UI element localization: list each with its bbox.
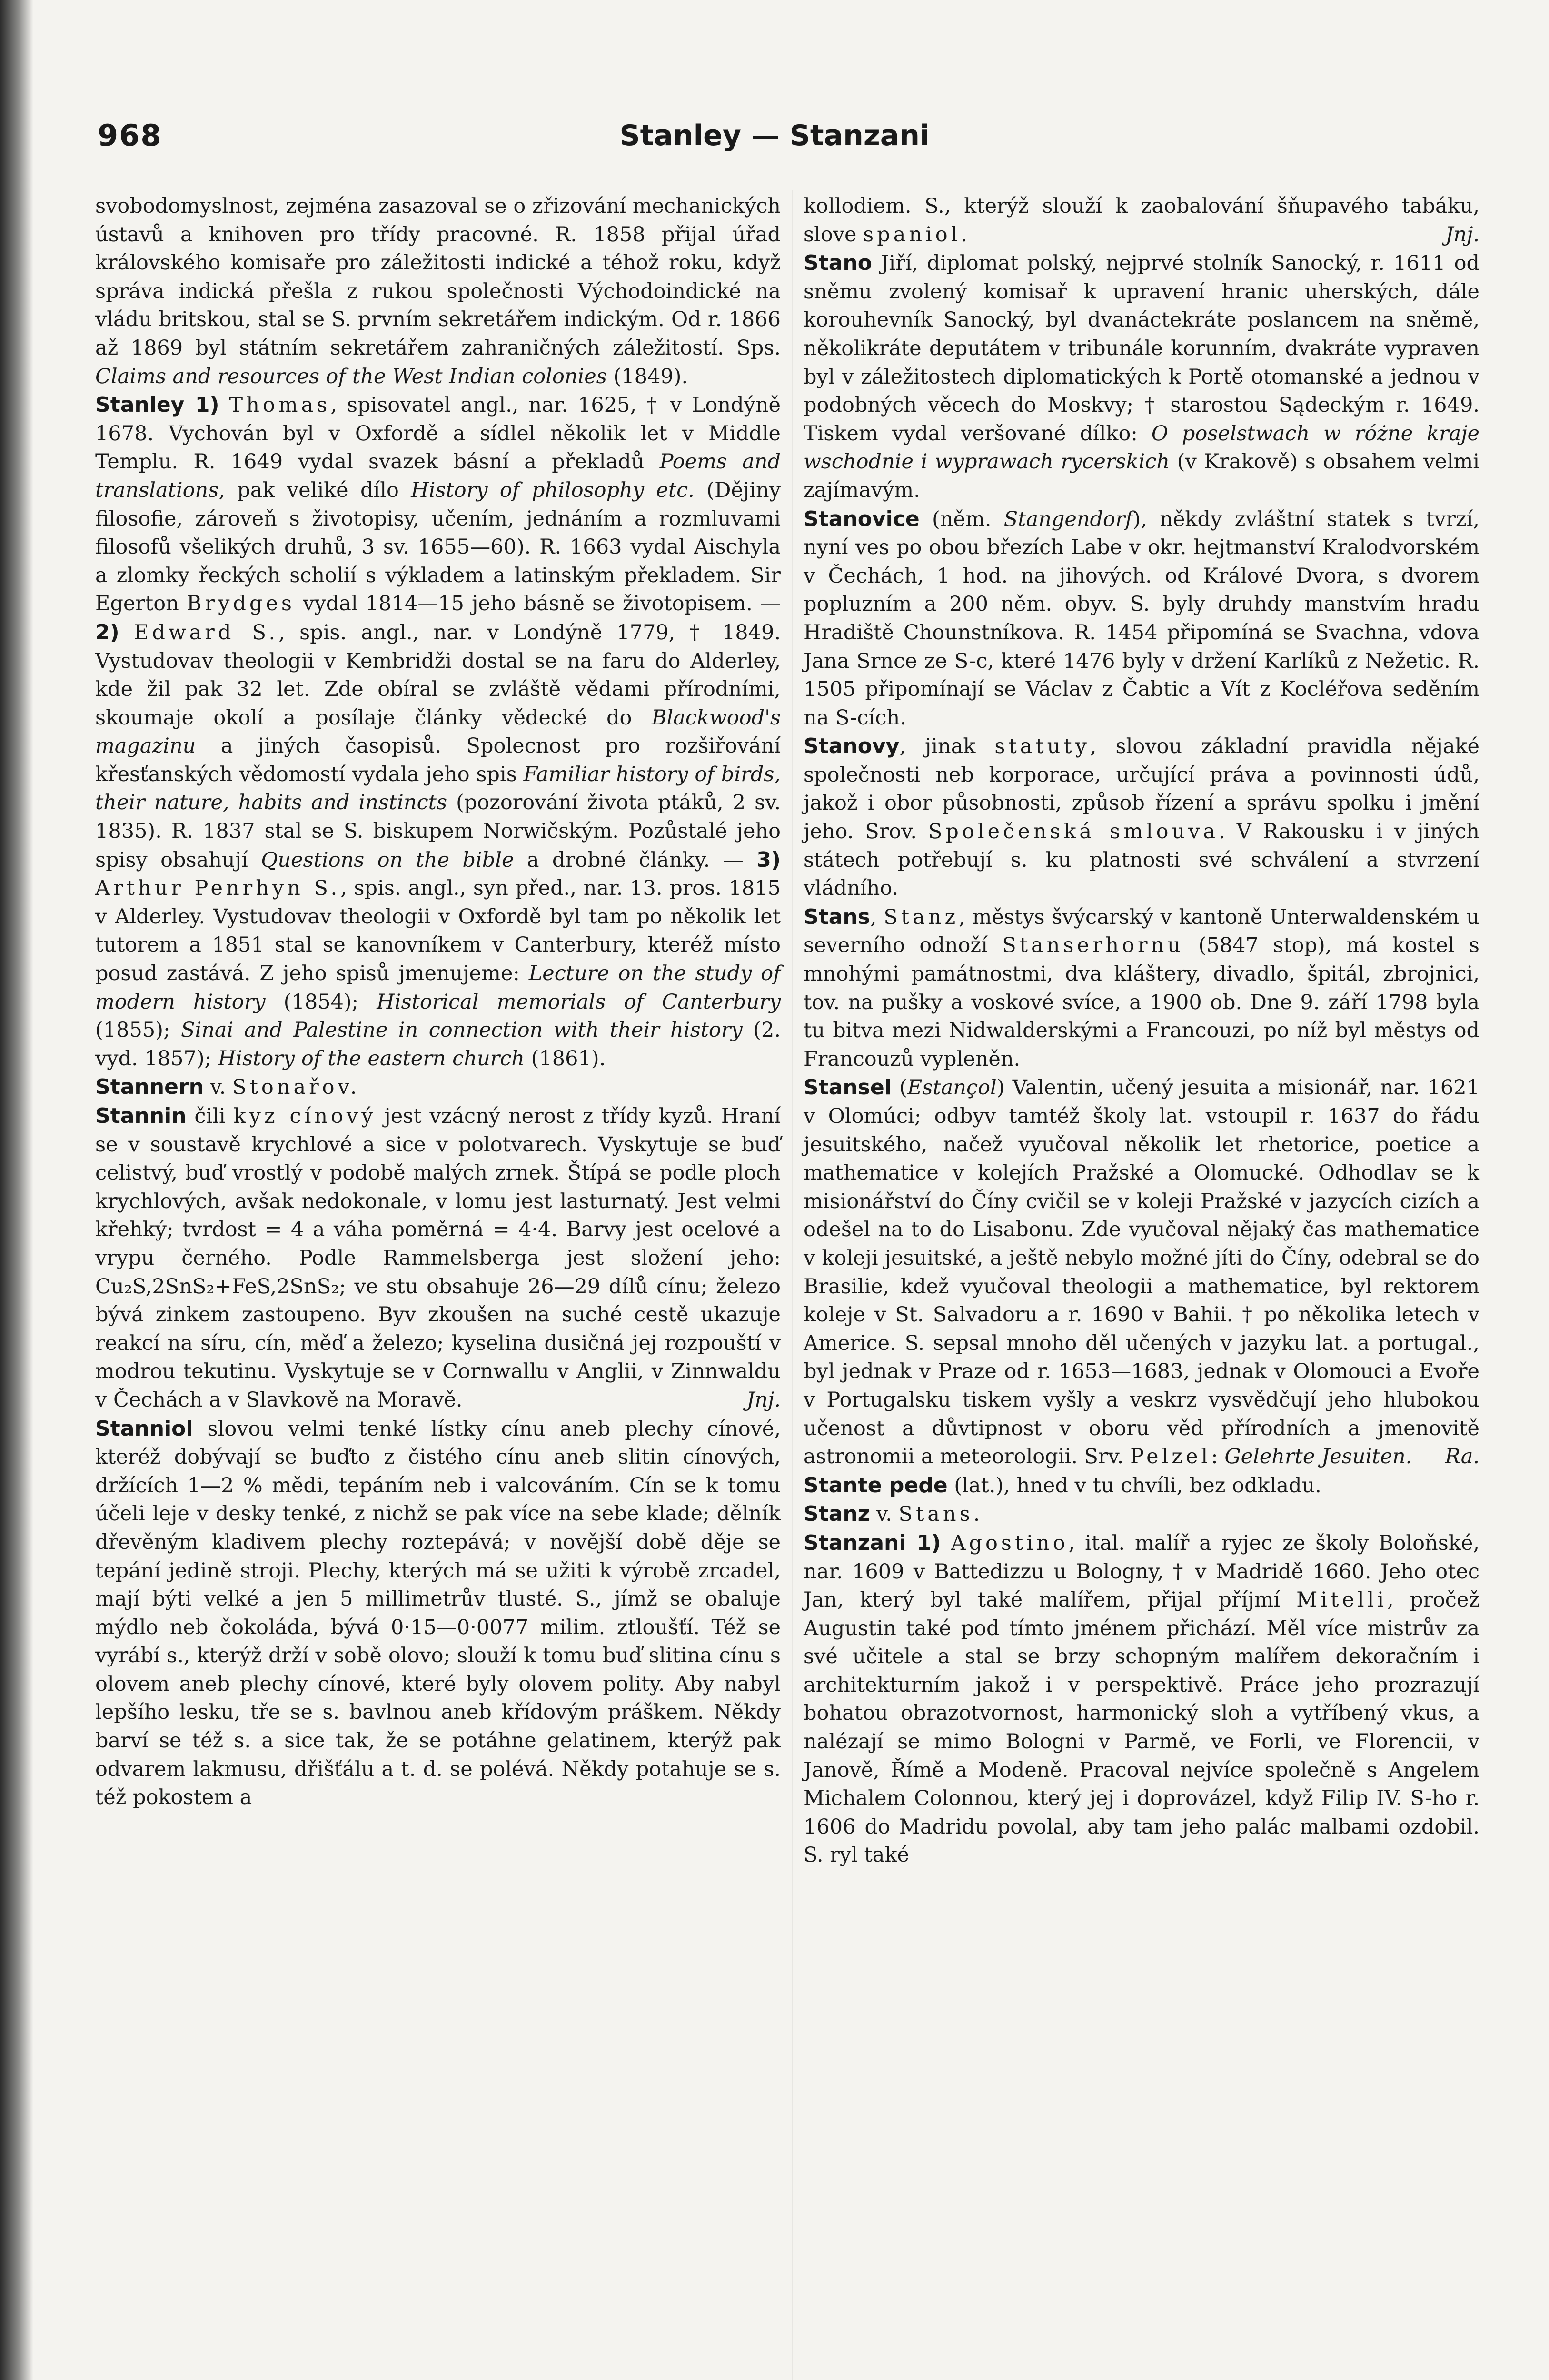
headword: Stanley 1)	[95, 393, 219, 417]
entry-text: , pročež Augustin také pod tímto jménem přichází. Měl více mistrův za své učitele a stal se brzy schopným malířem dekoračním i architekturním jakož i v perspektivě. Práce jeho prozrazují bohatou obrazotvornost, harmonický sloh a vytříbený vkus, a nalézají se mimo Bologni v Parmě, ve Forli, ve Florencii, v Janově, Římě a Modeně. Pracoval nejvíce společně s Angelem Michalem Colonnou, který jej i doprovázel, když Filip IV. S-ho r. 1606 do Madridu povolal, aby tam jeho palác malbami ozdobil. S. ryl také	[804, 1588, 1479, 1867]
work-title: Poems and translations	[95, 450, 781, 502]
entry-stano	[804, 249, 1479, 505]
right-column	[804, 192, 1479, 2380]
entry-text: ,	[870, 905, 884, 929]
entry-text: vydal 1814—15 jeho básně se životopisem. —	[295, 592, 781, 616]
work-title: History of philosophy etc.	[411, 478, 695, 502]
headword: Stanz	[804, 1502, 870, 1527]
spaced-name: Pelzel	[1130, 1445, 1211, 1469]
entry-stannern	[95, 1073, 781, 1102]
binding-shadow	[0, 0, 33, 2380]
entry-text: :	[1211, 1445, 1225, 1469]
entry-text: (2. vyd. 1857);	[95, 1018, 781, 1071]
entry-text: . V Rakousku i v jiných státech potřebují s. ku platnosti své schválení a stvrzení vládního.	[804, 820, 1479, 901]
work-title: Blackwood's magazinu	[95, 705, 781, 758]
headword: Stansel	[804, 1075, 892, 1100]
headword: Stanzani 1)	[804, 1530, 941, 1555]
entry-text: (lat.), hned v tu chvíli, bez odkladu.	[947, 1473, 1321, 1497]
entry-stanley	[95, 391, 781, 1073]
author-signature: Ra.	[1445, 1445, 1479, 1469]
headword: Stannern	[95, 1075, 204, 1100]
work-title: Sinai and Palestine in connection with their history	[181, 1018, 743, 1042]
entry-text: (1854);	[265, 990, 377, 1014]
cross-reference: Stonařov.	[232, 1075, 360, 1100]
entry-text: slovou velmi tenké lístky cínu aneb plechy cínové, kteréž dobývají se buďto z čistého cínu aneb slitin cínových, držících 1—2 % mědi, tepáním neb i valcováním. Cín se k tomu účeli leje v desky tenké, z nichž se pak více na sebe klade; dělník dřevěným kladivem plechy roztepává; v novější době děje se tepání jedině stroji. Plechy, kterých má se užiti k výrobě zrcadel, mají býti velké a jen 5 millimetrův tlusté. S., jímž se obaluje mýdlo neb čokoláda, bývá 0·15—0·0077 milim. ztloušťí. Též se vyrábí s., kterýž drží v sobě olovo; slouží k tomu buď slitina cínu s olovem aneb plechy cínové, které byly olovem polity. Aby nabyl lepšího lesku, tře se s. bavlnou aneb křídovým práškem. Někdy barví se též s. a sice tak, že se potáhne gelatinem, kterýž pak odvarem lakmusu, dřišťálu a t. d. se polévá. Někdy potahuje se s. též pokostem a	[95, 1417, 781, 1810]
entry-text: (1849).	[606, 364, 688, 388]
work-title: Gelehrte Jesuiten.	[1224, 1445, 1412, 1469]
entry-text: (něm.	[919, 507, 1004, 531]
entry-text: v.	[870, 1502, 899, 1527]
spaced-term: spaniol.	[863, 222, 971, 247]
sub-entry-number: 3)	[756, 847, 781, 872]
entry-text: a jiných časopisů. Spolecnost pro rozšiřování křesťanských vědomostí vydala jeho spis	[95, 734, 781, 786]
entry-text: kollodiem. S., kterýž slouží k zaobalování šňupavého tabáku, slove	[804, 194, 1479, 247]
entry-stanovy	[804, 732, 1479, 903]
headword: Stano	[804, 251, 872, 276]
work-title: History of the eastern church	[218, 1046, 525, 1071]
entry-text: čili	[186, 1104, 234, 1128]
spaced-term: kyz cínový	[233, 1104, 377, 1128]
entry-text: (	[891, 1076, 907, 1100]
spaced-name: Thomas	[229, 393, 331, 417]
entry-stante-pede	[804, 1471, 1479, 1500]
spaced-name: Edward S.	[133, 620, 279, 645]
entry-stannin	[95, 1102, 781, 1415]
entry-text: , spisovatel angl., nar. 1625, † v Londýně 1678. Vychován byl v Oxfordě a sídlel několik let v Middle Templu. R. 1649 vydal svazek básní a překladů	[95, 393, 781, 474]
work-title: O poselstwach w różne kraje wschodnie i wyprawach rycerskich	[804, 421, 1480, 474]
entry-text: (5847 stop), má kostel s mnohými památnostmi, dva kláštery, divadlo, špitál, zbrojnici, tov. na pušky a voskové svíce, a 1900 ob. Dne 9. září 1798 byla tu bitva mezi Nidwalderskými a Francouzi, po níž byl městys od Francouzů vypleněn.	[804, 933, 1479, 1071]
entry-text: , spis. angl., syn před., nar. 13. pros. 1815 v Alderley. Vystudovav theologii v Oxfordě byl tam po několik let tutorem a 1851 stal se kanovníkem v Canterbury, kteréž místo posud zastává. Z jeho spisů jmenujeme:	[95, 876, 781, 986]
entry-stansel	[804, 1073, 1479, 1471]
entry-text: Jiří, diplomat polský, nejprvé stolník Sanocký, r. 1611 od sněmu zvolený komisař k upravení hranic uherských, dále korouhevník Sanocký, byl dvanáctekráte poslancem na sněmě, několikráte deputátem v tribunále korunním, dvakráte vypraven byl v záležitostech diplomatických k Portě otomanské a jednou v podobných věcech do Moskvy; † starostou Sądeckým r. 1649. Tiskem vydal veršované dílko:	[804, 251, 1479, 446]
foreign-name: Estançol	[907, 1076, 997, 1100]
sub-entry-number: 2)	[95, 620, 119, 645]
work-title: Historical memorials of Canterbury	[377, 990, 781, 1014]
entry-stanzani	[804, 1529, 1479, 1870]
spaced-name: Agostino	[951, 1531, 1069, 1555]
spaced-term: Stanserhornu	[1002, 933, 1184, 958]
entry-text: , spis. angl., nar. v Londýně 1779, † 1849. Vystudovav theologii v Kembridži dostal se na faru do Alderley, kde žil pak 32 let. Zde obíral se zvláště vědami přírodními, skoumaje okolí a posílaje články vědecké do	[95, 620, 781, 730]
entry-stans	[804, 903, 1479, 1074]
entry-text: , jinak	[899, 734, 995, 759]
entry-text: (v Krakově) s obsahem velmi zajímavým.	[804, 450, 1479, 502]
headword: Stanovice	[804, 506, 920, 531]
cross-reference: Stans.	[898, 1502, 983, 1527]
spaced-name: Arthur Penrhyn S.	[95, 876, 341, 901]
entry-stanovice	[804, 505, 1479, 733]
entry-text: (pozorování života ptáků, 2 sv. 1835). R. 1837 stal se S. biskupem Norwičským. Pozůstalé jeho spisy obsahují	[95, 791, 781, 872]
entry-text: ) Valentin, učený jesuita a misionář, nar. 1621 v Olomúci; odbyv tamtéž školy lat. vstoupil r. 1637 do řádu jesuitského, načež vyučoval několik let rhetorice, poetice a mathematice v kolejích Pražské a Olomucké. Odhodlav se k misionářství do Číny cvičil se v koleji Pražské v jazycích cizích a odešel na to do Lisabonu. Zde vyučoval nějaký čas mathematice v koleji jesuitské, a ještě nebylo možné jíti do Číny, odebral se do Brasilie, kdež vyučoval theologii a mathematice, byl rektorem koleje v St. Salvadoru a r. 1690 v Bahii. † po několika letech v Americe. S. sepsal mnoho děl učených v jazyku lat. a portugal., byl jednak v Praze od r. 1653—1683, jednak v Olomouci a Evoře v Portugalsku tiskem vyšly a veskrz vysvědčují jeho hlubokou učenost a důvtipnost v oboru věd přírodních a jmenovitě astronomii a meteorologii. Srv.	[804, 1076, 1479, 1469]
headword: Stannin	[95, 1104, 187, 1128]
entry-continuation	[804, 192, 1479, 249]
spaced-term: Stanz	[884, 905, 959, 929]
entry-text: , městys švýcarský v kantoně Unterwaldenském u severního odnoží	[804, 905, 1479, 958]
spaced-name: Mitelli	[1296, 1588, 1388, 1612]
headword: Stanniol	[95, 1416, 193, 1441]
work-title: Claims and resources of the West Indian colonies	[95, 364, 607, 388]
entry-text: , ital. malíř a ryjec ze školy Boloňské, nar. 1609 v Battedizzu u Bologny, † v Madridě 1660. Jeho otec Jan, který byl také malířem, přijal příjmí	[804, 1531, 1479, 1612]
entry-stanniol	[95, 1415, 781, 1812]
entry-text: v.	[203, 1075, 233, 1100]
work-title: Questions on the bible	[261, 848, 514, 872]
work-title: Lecture on the study of modern history	[95, 962, 781, 1014]
author-signature: Jnj.	[1445, 222, 1479, 247]
headword: Stans	[804, 904, 870, 929]
entry-text: (Dějiny filosofie, zároveň s životopisy, učením, jednáním a rozmluvami filosofů všelikých druhů, 3 sv. 1655—60). R. 1663 vydal Aischyla a zlomky řeckých scholií s výkladem a latinským překladem. Sir Egerton	[95, 478, 781, 616]
entry-text: jest vzácný nerost z třídy kyzů. Hraní se v soustavě krychlové a sice v polotvarech. Vyskytuje se buď celistvý, buď vrostlý v podobě malých zrnek. Štípá se podle ploch krychlových, avšak nedokonale, v lomu jest lasturnatý. Jest velmi křehký; tvrdost = 4 a váha poměrná = 4·4. Barvy jest ocelové a vrypu černého. Podle Rammelsberga jest složení jeho: Cu₂S,2SnS₂+FeS,2SnS₂; ve stu obsahuje 26—29 dílů cínu; železo bývá zinkem zastoupeno. Byv zkoušen na suché cestě ukazuje reakcí na síru, cín, měď a železo; kyselina dusičná jej rozpouští v modrou tekutinu. Vyskytuje se v Cornwallu v Anglii, v Zinnwaldu v Čechách a v Slavkově na Moravě.	[95, 1104, 781, 1412]
left-column	[95, 192, 781, 2380]
entry-text: , pak veliké dílo	[218, 478, 411, 502]
column-divider	[792, 190, 793, 2380]
headword: Stanovy	[804, 734, 900, 759]
entry-text: (1861).	[524, 1046, 606, 1071]
foreign-name: Stangendorf	[1003, 507, 1133, 531]
entry-text: , slovou základní pravidla nějaké společnosti neb korporace, určující práva a povinnosti údů, jakož i obor působnosti, způsob řízení a správu spolku i jmění jeho. Srov.	[804, 734, 1479, 844]
spaced-term: statuty	[994, 734, 1090, 759]
cross-reference: Společenská smlouva	[928, 820, 1219, 844]
page-number: 968	[98, 118, 162, 153]
entry-continuation	[95, 192, 781, 391]
entry-text: svobodomyslnost, zejména zasazoval se o zřizování mechanických ústavů a knihoven pro třídy pracovné. R. 1858 přijal úřad královského komisaře pro záležitosti indické a téhož roku, když správa indická přešla z rukou společnosti Východoindické na vládu britskou, stal se S. prvním sekretářem indickým. Od r. 1866 až 1869 byl státním sekretářem zahraničných záležitostí. Sps.	[95, 194, 781, 360]
work-title: Familiar history of birds, their nature, habits and instincts	[95, 762, 781, 815]
headword: Stante pede	[804, 1473, 948, 1497]
entry-stanz	[804, 1500, 1479, 1529]
running-head: Stanley — Stanzani	[619, 119, 930, 152]
entry-text: (1855);	[95, 1018, 181, 1042]
spaced-name: Brydges	[186, 592, 295, 616]
entry-text: a drobné články. —	[514, 848, 757, 872]
entry-text: ), někdy zvláštní statek s tvrzí, nyní ves po obou březích Labe v okr. hejtmanství Kralodvorském v Čechách, 1 hod. na jihových. od Králové Dvora, s dvorem popluzním a 200 něm. obyv. S. byly druhdy manstvím hradu Hradiště Chounstníkova. R. 1454 připomíná se Svachna, vdova Jana Srnce ze S-c, které 1476 byly v držení Karlíků z Nežetic. R. 1505 připomínají se Václav z Čabtic a Vít z Kocléřova seděním na S-cích.	[804, 507, 1479, 730]
author-signature: Jnj.	[746, 1388, 781, 1412]
